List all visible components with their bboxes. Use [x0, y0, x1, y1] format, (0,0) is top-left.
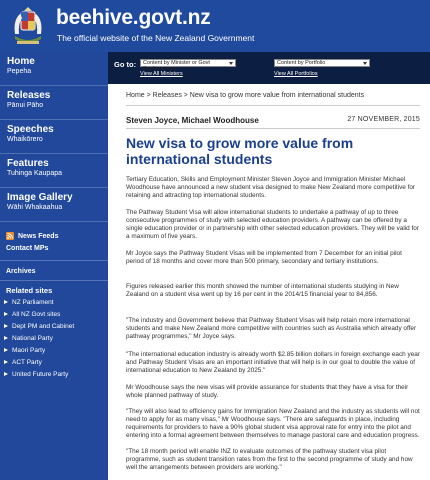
article-headline: New visa to grow more value from international students	[126, 135, 354, 167]
article-paragraph: "The industry and Government believe that Pathway Student Visas will help retain more international students and make New Zealand more competitive with countries such as Australia which already offer pathway programmes," Mr Joyce says.	[126, 317, 417, 340]
view-all-portfolios-link[interactable]: View All Portfolios	[274, 71, 318, 77]
article-paragraph: Tertiary Education, Skills and Employment Minister Steven Joyce and Immigration Minister Michael Woodhouse have announced a new student visa designed to make New Zealand more competitive for retaining and attracting top international students.	[126, 176, 416, 199]
divider	[126, 128, 420, 129]
nav-image-gallery-label: Image Gallery	[7, 192, 73, 203]
related-sites-heading: Related sites	[6, 286, 53, 295]
portfolio-select[interactable]: Content by Portfolio	[274, 59, 370, 67]
bullet-arrow-icon	[4, 348, 8, 352]
related-site-link[interactable]: NZ Parliament	[4, 299, 54, 306]
article-paragraph: "They will also lead to efficiency gains for Immigration New Zealand and the industry as students will not need to apply for as many visas," Mr Woodhouse says. "There are safeguards in place, including requirements for providers to have a 90% global student visa approval rate for entry into the pilot and entering into a formal agreement between themselves to manage pastoral care and education progress.	[126, 408, 420, 439]
goto-bar	[108, 52, 430, 84]
nav-speeches[interactable]	[0, 120, 108, 154]
nav-releases-label: Releases	[7, 90, 51, 101]
nav-image-gallery-sub: Wāhi Whakaahua	[7, 204, 63, 211]
related-site-link[interactable]: National Party	[4, 335, 53, 342]
nav-features-label: Features	[7, 158, 49, 169]
chevron-down-icon	[363, 62, 367, 65]
view-all-ministers-link[interactable]: View All Ministers	[140, 71, 183, 77]
archives-link[interactable]: Archives	[6, 268, 36, 275]
chevron-down-icon	[229, 62, 233, 65]
related-site-link[interactable]: ACT Party	[4, 359, 42, 366]
nav-image-gallery[interactable]	[0, 188, 108, 222]
nav-home-sub: Pepeha	[7, 68, 32, 75]
sidebar-divider	[0, 260, 108, 261]
related-site-link[interactable]: Dept PM and Cabinet	[4, 323, 74, 330]
related-site-link[interactable]: Maori Party	[4, 347, 45, 354]
related-site-link[interactable]: United Future Party	[4, 371, 68, 378]
article-paragraph: The Pathway Student Visa will allow international students to undertake a pathway of up to three consecutive programmes of study with selected education providers. A pathway can be offered by a single education provider or in partnership with other selected education providers. They will be valid for a maximum of five years.	[126, 209, 419, 240]
bullet-arrow-icon	[4, 360, 8, 364]
bullet-arrow-icon	[4, 372, 8, 376]
bullet-arrow-icon	[4, 312, 8, 316]
related-site-link[interactable]: All NZ Govt sites	[4, 311, 60, 318]
site-header	[0, 0, 430, 52]
article-paragraph: Mr Woodhouse says the new visas will provide assurance for students that they have a visa for their whole planned pathway of study.	[126, 384, 409, 399]
nav-home[interactable]	[0, 52, 108, 86]
sidebar-divider	[0, 280, 108, 281]
nav-releases[interactable]	[0, 86, 108, 120]
contact-mps-link[interactable]: Contact MPs	[6, 245, 49, 252]
minister-select[interactable]: Content by Minister or Govt Spokesperson	[140, 59, 236, 67]
nav-releases-sub: Pānui Pāho	[7, 102, 44, 109]
article-paragraph: "The 18 month period will enable INZ to evaluate outcomes of the pathway student visa pilot programme, such as student transition rates from the first to the second programme of study and how well the arrangements between providers are working."	[126, 448, 413, 471]
nav-features[interactable]	[0, 154, 108, 188]
bullet-arrow-icon	[4, 300, 8, 304]
nav-speeches-sub: Whaikōrero	[7, 136, 43, 143]
article-paragraph: Mr Joyce says the Pathway Student Visas will be implemented from 7 December for an initial pilot period of 18 months and cover more than 500 primary, secondary and tertiary institutions.	[126, 250, 402, 265]
article-paragraph: "The international education industry is already worth $2.85 billion dollars in foreign exchange each year and Pathway Student Visas are an important initiative that will help is in our goal to double the value of international education to New Zealand by 2025."	[126, 351, 420, 374]
site-title[interactable]: beehive.govt.nz	[56, 6, 211, 29]
goto-label: Go to:	[114, 60, 137, 69]
site-subtitle: The official website of the New Zealand Government	[57, 33, 255, 43]
nav-features-sub: Tuhinga Kaupapa	[7, 170, 63, 177]
article-authors: Steven Joyce, Michael Woodhouse	[126, 116, 259, 125]
rss-icon	[6, 232, 14, 240]
nz-coat-of-arms-logo[interactable]	[6, 4, 50, 48]
bullet-arrow-icon	[4, 336, 8, 340]
bullet-arrow-icon	[4, 324, 8, 328]
news-feeds-link[interactable]: News Feeds	[18, 233, 59, 240]
breadcrumb[interactable]: Home > Releases > New visa to grow more value from international students	[126, 92, 365, 99]
article-paragraph: Figures released earlier this month showed the number of international students studying in New Zealand on a student visa went up by 16 per cent in the 2014/15 financial year to 84,856.	[126, 283, 399, 298]
nav-home-label: Home	[7, 56, 35, 67]
sidebar	[0, 52, 108, 480]
divider	[126, 105, 420, 106]
article-date: 27 NOVEMBER, 2015	[347, 116, 420, 123]
nav-speeches-label: Speeches	[7, 124, 54, 135]
